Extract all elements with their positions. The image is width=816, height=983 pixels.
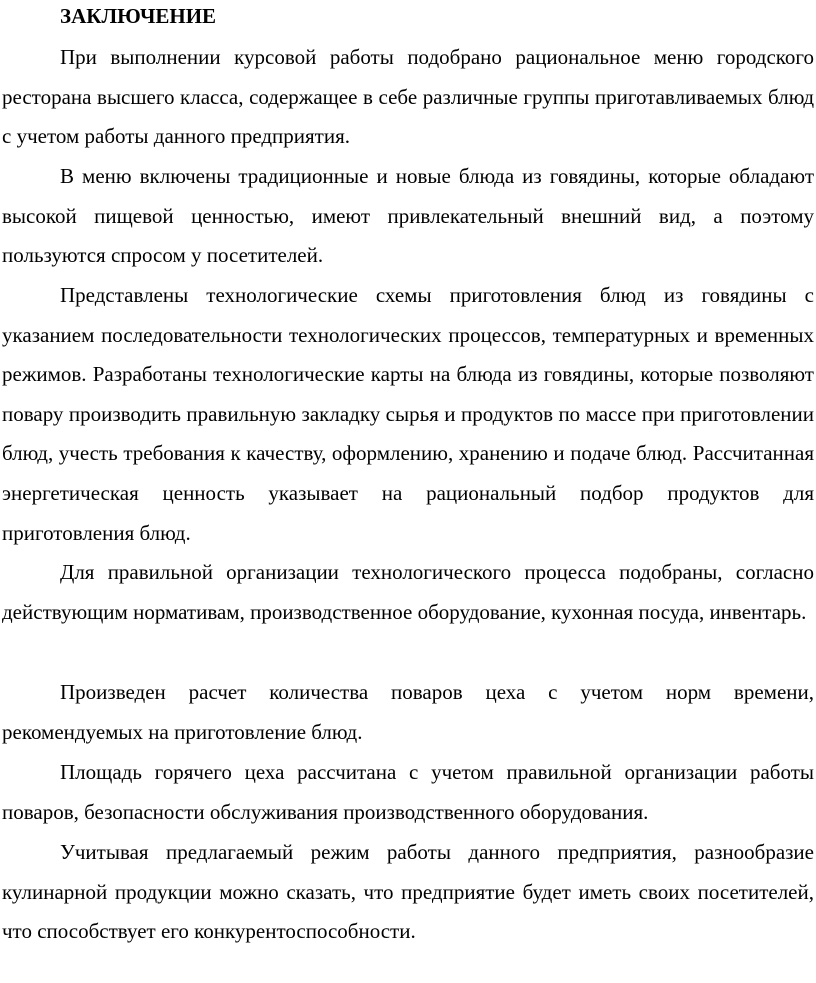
paragraph-menu-summary: При выполнении курсовой работы подобрано рациональное меню городского ресторана высшего класса, содержащее в себе различные группы приготавливаемых блюд с учетом работы данного предприятия. (2, 45, 814, 149)
paragraph-conclusion: Учитывая предлагаемый режим работы данного предприятия, разнообразие кулинарной продукции можно сказать, что предприятие будет иметь своих посетителей, что способствует его конкурентоспособности. (2, 840, 814, 944)
paragraph-cook-count: Произведен расчет количества поваров цеха с учетом норм времени, рекомендуемых на приготовление блюд. (2, 680, 814, 744)
paragraph-hot-shop-area: Площадь горячего цеха рассчитана с учетом правильной организации работы поваров, безопасности обслуживания производственного оборудования. (2, 760, 814, 824)
paragraph-beef-dishes: В меню включены традиционные и новые блюда из говядины, которые обладают высокой пищевой ценностью, имеют привлекательный внешний вид, а поэтому пользуются спросом у посетителей. (2, 164, 814, 268)
document-title: ЗАКЛЮЧЕНИЕ (60, 4, 217, 28)
paragraph-technology-schemes: Представлены технологические схемы приготовления блюд из говядины с указанием последовательности технологических процессов, температурных и временных режимов. Разработаны технологические карты на блюда из говядины, которые позволяют повару производить правильную закладку сырья и продуктов по массе при приготовлении блюд, учесть требования к качеству, оформлению, хранению и подаче блюд. Рассчитанная энергетическая ценность указывает на рациональный подбор продуктов для приготовления блюд. (2, 283, 814, 545)
paragraph-equipment: Для правильной организации технологического процесса подобраны, согласно действующим нормативам, производственное оборудование, кухонная посуда, инвентарь. (2, 560, 814, 624)
